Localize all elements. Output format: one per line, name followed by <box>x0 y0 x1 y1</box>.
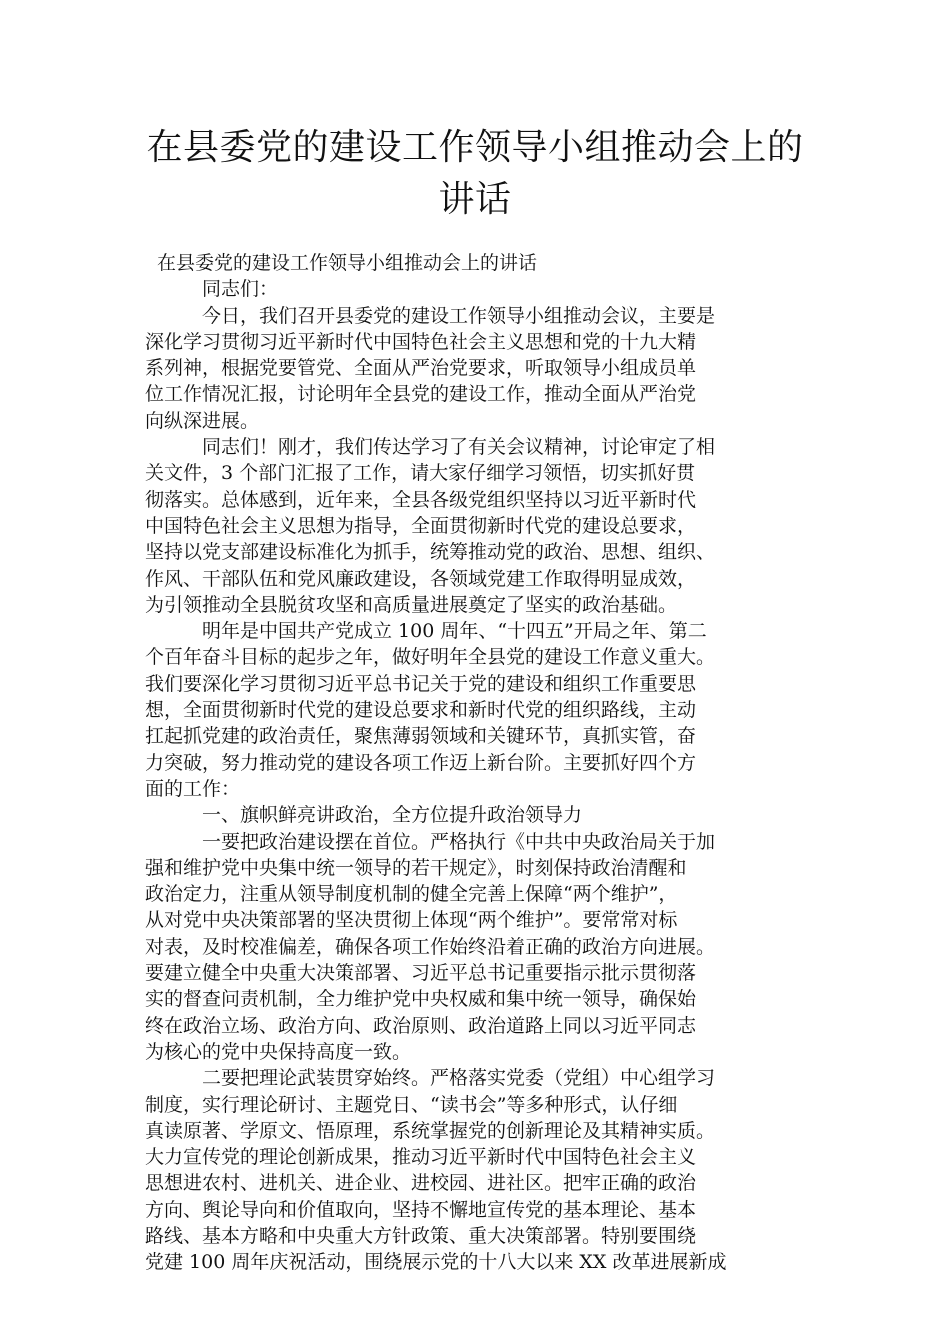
body-line: 大力宣传党的理论创新成果，推动习近平新时代中国特色社会主义 <box>145 1146 697 1169</box>
body-line: 力突破，努力推动党的建设各项工作迈上新台阶。主要抓好四个方 <box>145 751 697 774</box>
body-line: 实的督查问责机制，全力维护党中央权威和集中统一领导，确保始 <box>145 988 697 1011</box>
body-line: 同志们！刚才，我们传达学习了有关会议精神，讨论审定了相 <box>202 436 716 459</box>
document-body <box>145 250 825 1276</box>
body-line: 强和维护党中央集中统一领导的若干规定》，时刻保持政治清醒和 <box>145 856 687 879</box>
body-line: 二要把理论武装贯穿始终。严格落实党委（党组）中心组学习 <box>202 1067 716 1090</box>
body-line: 党建 100 周年庆祝活动，围绕展示党的十八大以来 XX 改革进展新成 <box>145 1251 727 1274</box>
body-line: 为核心的党中央保持高度一致。 <box>145 1040 412 1063</box>
body-line: 作风、干部队伍和党风廉政建设，各领域党建工作取得明显成效， <box>145 567 697 590</box>
body-line: 系列神，根据党要管党、全面从严治党要求，听取领导小组成员单 <box>145 357 697 380</box>
title-line: 讲话 <box>438 179 512 220</box>
body-line: 扛起抓党建的政治责任，聚焦薄弱领域和关键环节，真抓实管，奋 <box>145 725 697 748</box>
body-line: 真读原著、学原文、悟原理，系统掌握党的创新理论及其精神实质。 <box>145 1119 716 1142</box>
body-line: 一要把政治建设摆在首位。严格执行《中共中央政治局关于加 <box>202 830 716 853</box>
body-line: 为引领推动全县脱贫攻坚和高质量进展奠定了坚实的政治基础。 <box>145 593 678 616</box>
body-line: 今日，我们召开县委党的建设工作领导小组推动会议，主要是 <box>202 304 716 327</box>
body-line: 我们要深化学习贯彻习近平总书记关于党的建设和组织工作重要思 <box>145 672 697 695</box>
body-line: 制度，实行理论研讨、主题党日、“读书会”等多种形式，认仔细 <box>145 1093 678 1116</box>
body-line: 方向、舆论导向和价值取向，坚持不懈地宣传党的基本理论、基本 <box>145 1198 697 1221</box>
body-line: 个百年奋斗目标的起步之年，做好明年全县党的建设工作意义重大。 <box>145 646 716 669</box>
body-line: 深化学习贯彻习近平新时代中国特色社会主义思想和党的十九大精 <box>145 330 697 353</box>
body-line: 要建立健全中央重大决策部署、习近平总书记重要指示批示贯彻落 <box>145 962 697 985</box>
body-line: 终在政治立场、政治方向、政治原则、政治道路上同以习近平同志 <box>145 1014 697 1037</box>
title-line: 在县委党的建设工作领导小组推动会上的 <box>146 127 804 168</box>
body-line: 对表，及时校准偏差，确保各项工作始终沿着正确的政治方向进展。 <box>145 935 716 958</box>
body-line: 从对党中央决策部署的坚决贯彻上体现“两个维护”。要常常对标 <box>145 909 678 932</box>
document-title <box>100 122 850 226</box>
body-line: 面的工作： <box>145 777 241 800</box>
body-line: 中国特色社会主义思想为指导，全面贯彻新时代党的建设总要求， <box>145 514 697 537</box>
section-heading: 一、旗帜鲜亮讲政治，全方位提升政治领导力 <box>202 804 583 827</box>
body-line: 彻落实。总体感到，近年来，全县各级党组织坚持以习近平新时代 <box>145 488 697 511</box>
body-line: 想，全面贯彻新时代党的建设总要求和新时代党的组织路线，主动 <box>145 699 697 722</box>
body-line: 向纵深进展。 <box>145 409 260 432</box>
body-line: 明年是中国共产党成立 100 周年、“十四五”开局之年、第二 <box>202 620 707 643</box>
body-line: 关文件，3 个部门汇报了工作，请大家仔细学习领悟，切实抓好贯 <box>145 462 696 485</box>
body-line: 路线、基本方略和中央重大方针政策、重大决策部署。特别要围绕 <box>145 1224 697 1247</box>
speech-subtitle: 在县委党的建设工作领导小组推动会上的讲话 <box>157 252 538 274</box>
body-line: 坚持以党支部建设标准化为抓手，统筹推动党的政治、思想、组织、 <box>145 541 716 564</box>
body-line: 思想进农村、进机关、进企业、进校园、进社区。把牢正确的政治 <box>145 1172 697 1195</box>
salutation: 同志们： <box>202 278 279 301</box>
body-line: 位工作情况汇报，讨论明年全县党的建设工作，推动全面从严治党 <box>145 383 697 406</box>
body-line: 政治定力，注重从领导制度机制的健全完善上保障“两个维护”， <box>145 883 678 906</box>
